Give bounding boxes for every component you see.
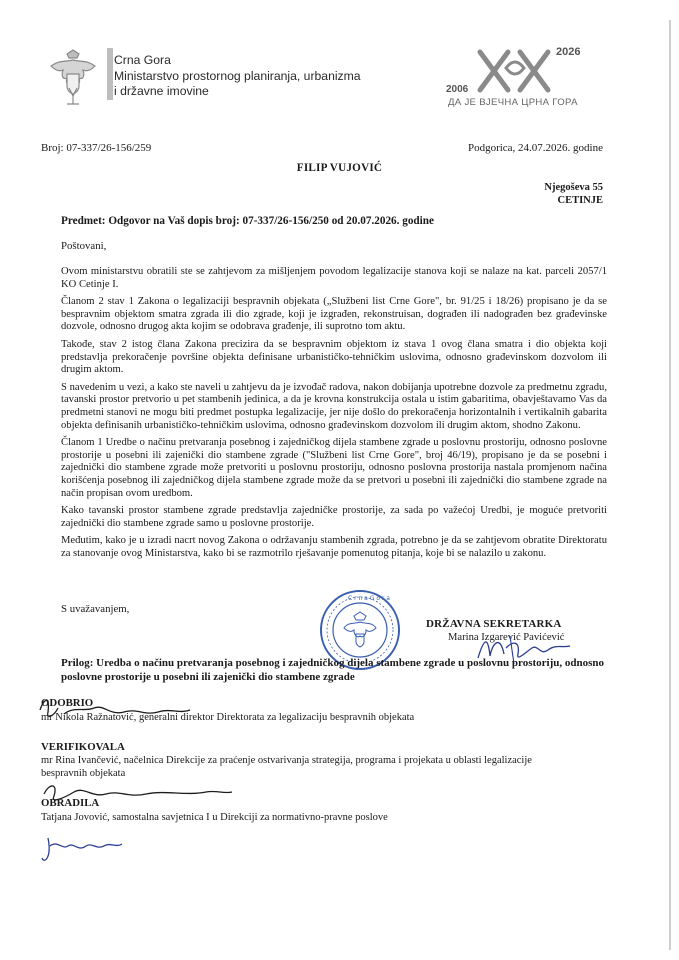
recipient-city: CETINJE [557,195,603,206]
scan-edge-line [669,20,671,950]
approved-by: mr Nikola Ražnatović, generalni direktor Direktorata za legalizaciju bespravnih objekata [41,712,415,723]
document-number: Broj: 07-337/26-156/259 [41,142,152,154]
paragraph-5: Članom 1 Uredbe o načinu pretvaranja posebnog i zajedničkog dijela stambene zgrade u poslovnu prostoriju, odnosno poslovne prostorije u posebni ili zajenički dio stambene zgrade ("Službeni list Crne Gore", broj 46/19), propisano je da se posebni i zajednički dio stambene zgrade može pretvoriti u poslovnu prostoriju, odnosno poslovna prostorija nastala promjenom načina korišćenja posebnog ili zajedničkog dijela stambene zgrade može da se pretvori u posebni ili zajednički dio stambene zgrade na način propisan ovom uredbom. [61,437,607,499]
signatory-title: DRŽAVNA SEKRETARKA [426,618,562,630]
ministry-name [114,53,361,100]
jubilee-motto: ДА ЈЕ ВЈЕЧНА ЦРНА ГОРА [448,97,578,108]
jubilee-year-end: 2026 [556,46,581,58]
place-date: Podgorica, 24.07.2026. godine [467,142,603,154]
approved-label: ODOBRIO [41,697,94,709]
signature-preparer [38,828,128,868]
verified-by: mr Rina Ivančević, načelnica Direkcije za praćenje ostvarivanja strategija, programa i projekata u oblasti legalizacije bespravnih objekata [41,755,532,779]
svg-text:C r n a G o r a: C r n a G o r a [348,595,390,602]
prepared-by: Tatjana Jovović, samostalna savjetnica I u Direkciji za normativno-pravne poslove [41,812,388,823]
ministry-line-1: Crna Gora [114,53,171,67]
recipient-address [544,181,603,207]
prepared-label: OBRADILA [41,797,100,809]
subject-line: Predmet: Odgovor na Vaš dopis broj: 07-337/26-156/250 od 20.07.2026. godine [61,215,434,227]
ministry-line-2: Ministarstvo prostornog planiranja, urbanizma [114,68,361,83]
verified-label: VERIFIKOVALA [41,741,125,753]
recipient-name: FILIP VUJOVIĆ [296,162,383,174]
coat-of-arms-icon [45,48,101,108]
salutation: Poštovani, [61,240,107,252]
paragraph-6: Kako tavanski prostor stambene zgrade predstavlja zajedničke prostorije, za sada po važećoj Uredbi, je moguće pretvoriti zajednički dio stambene zgrade samo u poslovne prostorije. [61,505,607,529]
signatory-name: Marina Izgarević Pavićević [448,632,565,643]
paragraph-2: Članom 2 stav 1 Zakona o legalizaciji bespravnih objekata („Službeni list Crne Gore", br. 91/25 i 18/26) propisano je da se bespravnim objektom smatra zgrada ili dio zgrade, koji je izgrađen, rekonstruisan, dograđen ili nadograđen bez građevinske dozvole, odnosno drugog akta kojim se odobrava građenje, ili suprotno tom aktu. [61,296,607,333]
jubilee-year-start: 2006 [446,84,469,95]
letter-body [61,266,607,565]
jubilee-logo [448,40,608,112]
recipient-street: Njegoševa 55 [544,182,603,193]
header-divider [107,48,113,100]
ministry-line-3: i državne imovine [114,84,209,98]
closing: S uvažavanjem, [61,603,130,615]
attachment-note: Prilog: Uredba o načinu pretvaranja posebnog i zajedničkog dijela stambene zgrade u poslovnu prostoriju, odnosno poslovne prostorije u posebni ili zajenički dio stambene zgrade [61,657,605,683]
paragraph-7: Međutim, kako je u izradi nacrt novog Zakona o održavanju stambenih zgrada, potrebno je da se zahtjevom obratite Direktoratu za stanovanje ovog Ministarstva, kako bi se razmotrilo rješavanje pomenutog pitanja, koje bi se nalazilo u zakonu. [61,535,607,559]
paragraph-1: Ovom ministarstvu obratili ste se zahtjevom za mišljenjem povodom legalizacije stanova koji se nalaze na kat. parceli 2057/1 KO Cetinje I. [61,266,607,290]
signature-approver [34,690,204,724]
paragraph-4: S navedenim u vezi, a kako ste naveli u zahtjevu da je izvođač radova, nakon dobijanja upotrebne dozvole za predmetnu zgradu, tavanski prostor pretvorio u pet stambenih jedinica, a da je krovna konstrukcija ostala u istim gabaritima, obavještavamo Vas da predmetni stanovi ne mogu biti predmet postupka legalizacije, jer nije došlo do prekoračenja horizontalnih i vertikalnih gabarita objekta definisanih urbanističko-tehničkim uslovima, odnosno građevinskom dozvolom ili drugim aktom, shodno Zakonu. [61,381,607,431]
paragraph-3: Takođe, stav 2 istog člana Zakona precizira da se bespravnim objektom iz stava 1 ovog člana smatra i dio objekta koji predstavlja prekoračenje površine objekta definisane urbanističko-tehničkim uslovima, odnosno građevinskom dozvolom ili drugim aktom. [61,338,607,376]
